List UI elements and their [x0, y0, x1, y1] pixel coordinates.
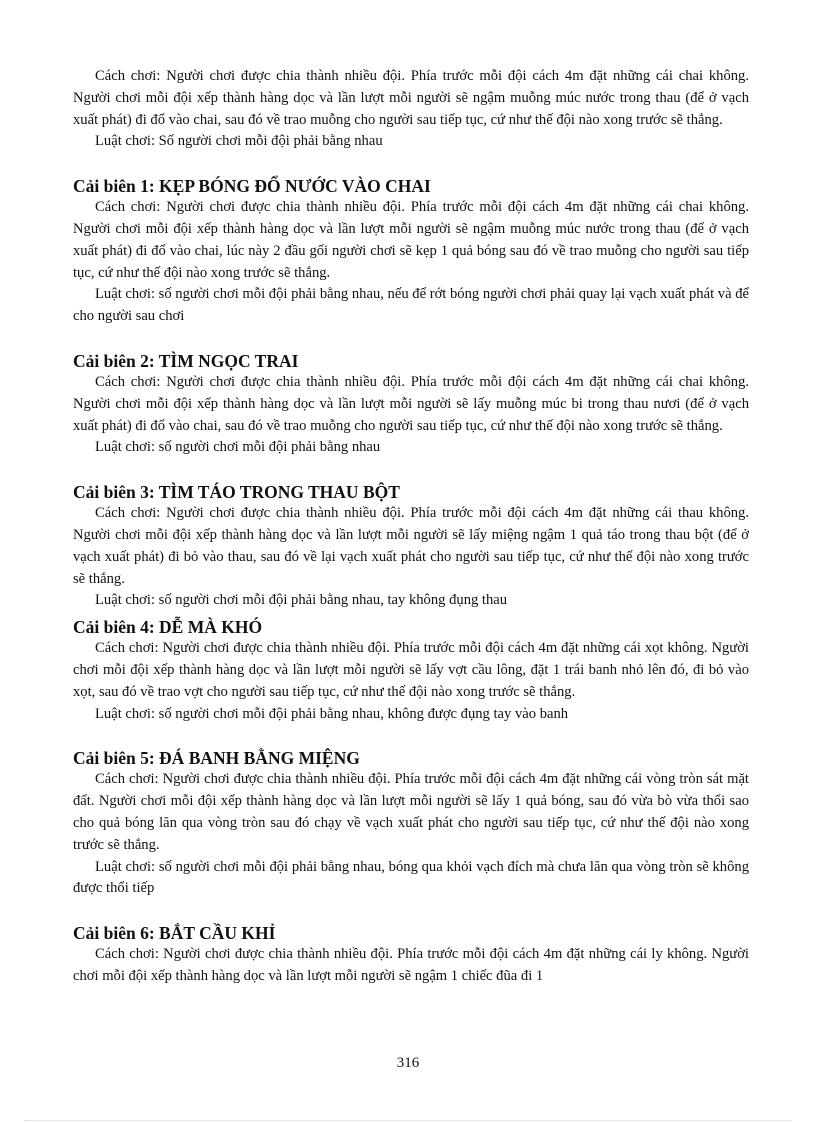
section-4-heading: Cải biên 4: DỄ MÀ KHÓ — [73, 617, 263, 638]
section-2-play-paragraph: Cách chơi: Người chơi được chia thành nhiều đội. Phía trước mỗi đội cách 4m đặt những cái chai không. Người chơi mỗi đội xếp thành hàng dọc và lần lượt mỗi người sẽ lấy muỗng múc bi trong thau nươi (để ở vạch xuất phát) đi đổ vào chai, sau đó về trao muỗng cho người sau tiếp tục, cứ như thế đội nào xong trước sẽ thắng. — [73, 373, 749, 434]
section-5-play-paragraph: Cách chơi: Người chơi được chia thành nhiều đội. Phía trước mỗi đội cách 4m đặt những cái vòng tròn sát mặt đất. Người chơi mỗi đội xếp thành hàng dọc và lần lượt mỗi người sẽ lấy 1 quả bóng, sau đó vừa bò vừa thổi sao cho quả bóng lăn qua vòng tròn sau đó chạy về vạch xuất phát cho người sau tiếp tục, cứ như thế đội nào xong trước sẽ thắng. — [73, 771, 749, 853]
section-5-law-paragraph: Luật chơi: số người chơi mỗi đội phải bằng nhau, bóng qua khỏi vạch đích mà chưa lăn qua vòng tròn sẽ không được thổi tiếp — [73, 858, 749, 897]
section-1-play-paragraph: Cách chơi: Người chơi được chia thành nhiều đội. Phía trước mỗi đội cách 4m đặt những cái chai không. Người chơi mỗi đội xếp thành hàng dọc và lần lượt mỗi người sẽ ngậm muỗng múc nước trong thau (để ở vạch xuất phát) đi đổ vào chai, lúc này 2 đầu gối người chơi sẽ kẹp 1 quả bóng sau đó về trao muỗng cho người sau tiếp tục, cứ như thế đội nào xong trước sẽ thắng. — [73, 199, 749, 281]
section-2-heading: Cải biên 2: TÌM NGỌC TRAI — [73, 350, 299, 371]
section-3-heading: Cải biên 3: TÌM TÁO TRONG THAU BỘT — [73, 482, 400, 503]
intro-law-paragraph: Luật chơi: Số người chơi mỗi đội phải bằng nhau — [95, 133, 383, 150]
section-6-play-paragraph: Cách chơi: Người chơi được chia thành nhiều đội. Phía trước mỗi đội cách 4m đặt những cái ly không. Người chơi mỗi đội xếp thành hàng dọc và lần lượt mỗi người sẽ ngậm 1 chiếc đũa đi 1 — [73, 946, 749, 984]
section-2-law-paragraph: Luật chơi: số người chơi mỗi đội phải bằng nhau — [95, 439, 381, 456]
section-3-law-paragraph: Luật chơi: số người chơi mỗi đội phải bằng nhau, tay không đụng thau — [95, 592, 508, 609]
section-3-play-paragraph: Cách chơi: Người chơi được chia thành nhiều đội. Phía trước mỗi đội cách 4m đặt những cái thau không. Người chơi mỗi đội xếp thành hàng dọc và lần lượt mỗi người sẽ lấy miệng ngậm 1 quả táo trong thau bột (để ở vạch xuất phát) đi bỏ vào thau, sau đó về lại vạch xuất phát cho người sau tiếp tục, cứ như thế đội nào xong trước sẽ thắng. — [73, 505, 749, 587]
section-5-heading: Cải biên 5: ĐÁ BANH BẰNG MIỆNG — [73, 748, 360, 769]
page-bottom-divider — [24, 1120, 792, 1121]
page-number: 316 — [396, 1055, 420, 1071]
section-6-heading: Cải biên 6: BẮT CẦU KHỈ — [73, 923, 276, 944]
intro-play-paragraph: Cách chơi: Người chơi được chia thành nhiều đội. Phía trước mỗi đội cách 4m đặt những cái chai không. Người chơi mỗi đội xếp thành hàng dọc và lần lượt mỗi người sẽ ngậm muỗng múc nước trong thau (để ở vạch xuất phát) đi đổ vào chai, sau đó về trao muỗng cho người sau tiếp tục, cứ như thế đội nào xong trước sẽ thắng. — [73, 68, 749, 128]
section-1-law-paragraph: Luật chơi: số người chơi mỗi đội phải bằng nhau, nếu để rớt bóng người chơi phải quay lại vạch xuất phát và để cho người sau chơi — [73, 286, 749, 325]
section-4-play-paragraph: Cách chơi: Người chơi được chia thành nhiều đội. Phía trước mỗi đội cách 4m đặt những cái xọt không. Người chơi mỗi đội xếp thành hàng dọc và lần lượt mỗi người sẽ lấy vợt cầu lông, đặt 1 trái banh nhỏ lên đó, đi bỏ vào xọt, sau đó về trao vợt cho người sau tiếp tục, cứ như thế đội nào xong trước sẽ thắng. — [73, 640, 749, 700]
section-1-heading: Cải biên 1: KẸP BÓNG ĐỔ NƯỚC VÀO CHAI — [73, 176, 431, 197]
section-4-law-paragraph: Luật chơi: số người chơi mỗi đội phải bằng nhau, không được đụng tay vào banh — [95, 705, 569, 722]
document-page — [73, 66, 749, 988]
